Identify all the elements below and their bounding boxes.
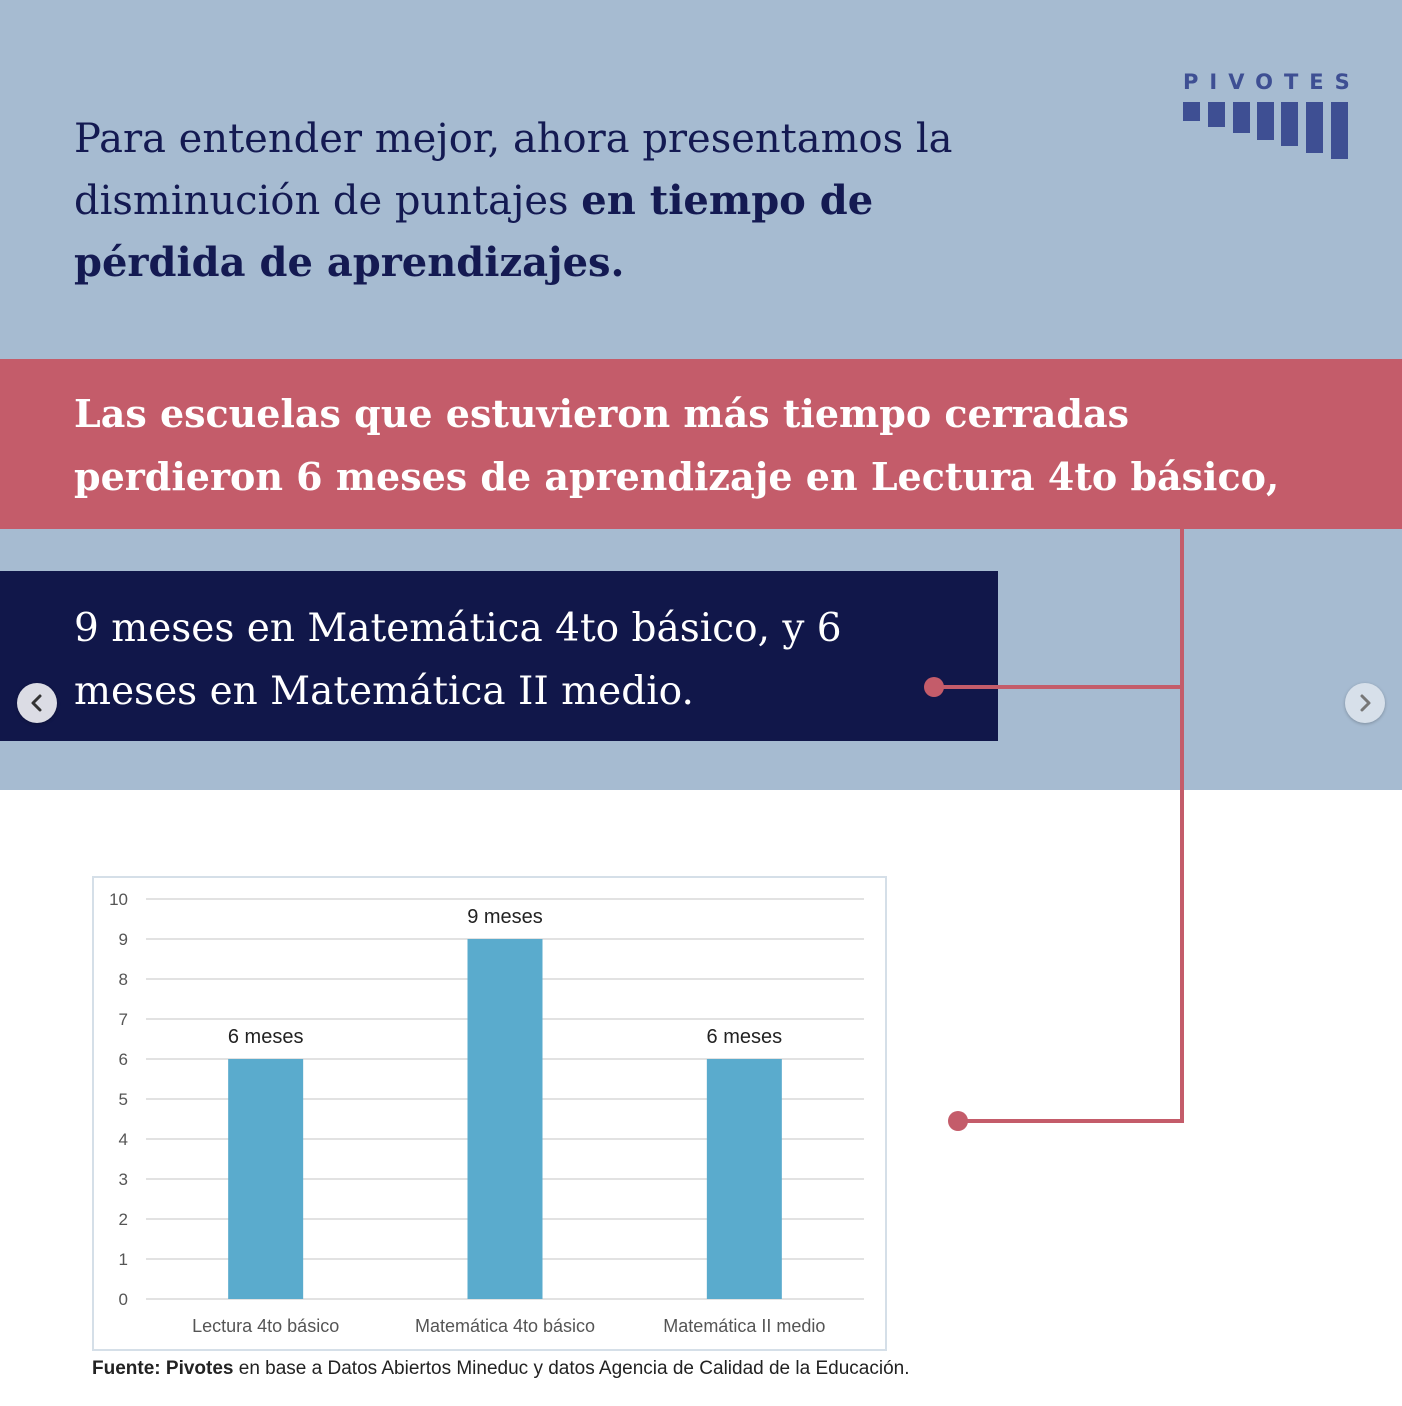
- figure-source: [92, 1358, 992, 1380]
- bar-1: [468, 939, 543, 1299]
- data-label-0: 6 meses: [227, 1026, 304, 1048]
- x-tick-label-2: Matemática II medio: [663, 1316, 826, 1336]
- y-tick-label-1: 1: [118, 1250, 128, 1269]
- bar-chart: [92, 876, 887, 1351]
- intro-text-bold: en tiempo de pérdida de aprendizajes.: [74, 177, 874, 286]
- y-tick-label-0: 0: [118, 1290, 128, 1309]
- y-tick-label-10: 10: [109, 890, 128, 909]
- source-label: Fuente:: [92, 1358, 161, 1379]
- y-tick-label-7: 7: [118, 1010, 128, 1029]
- y-tick-label-4: 4: [118, 1130, 128, 1149]
- bar-0: [228, 1059, 303, 1299]
- logo-bars-icon: [1183, 102, 1353, 162]
- intro-text-regular: Para entender mejor, ahora presentamos la disminución de puntajes: [74, 116, 953, 224]
- x-tick-label-1: Matemática 4to básico: [414, 1316, 596, 1336]
- x-tick-label-0: Lectura 4to básico: [192, 1316, 340, 1336]
- chevron-right-icon: [1345, 683, 1385, 723]
- bar-2: [707, 1059, 782, 1299]
- intro-text: [74, 108, 1034, 294]
- pivotes-logo: [1183, 70, 1361, 165]
- y-tick-label-5: 5: [118, 1090, 128, 1109]
- chevron-left-icon: [17, 683, 57, 723]
- source-org: Pivotes: [165, 1358, 234, 1379]
- connector-dot-bottom: [948, 1111, 968, 1131]
- data-label-1: 9 meses: [467, 906, 543, 928]
- y-tick-label-3: 3: [118, 1170, 128, 1189]
- carousel-prev-button[interactable]: [17, 683, 57, 723]
- bar-chart-svg: [94, 878, 885, 1349]
- y-tick-label-9: 9: [118, 930, 128, 949]
- carousel-next-button[interactable]: [1345, 683, 1385, 723]
- source-rest: en base a Datos Abiertos Mineduc y datos Agencia de Calidad de la Educación.: [233, 1358, 910, 1379]
- data-label-2: 6 meses: [706, 1026, 783, 1048]
- logo-wordmark: PIVOTES: [1183, 70, 1361, 94]
- y-tick-label-6: 6: [118, 1050, 128, 1069]
- y-tick-label-8: 8: [118, 970, 128, 989]
- secondary-text: 9 meses en Matemática 4to básico, y 6 meses en Matemática II medio.: [74, 606, 842, 714]
- highlight-text: Las escuelas que estuvieron más tiempo cerradas perdieron 6 meses de aprendizaje en Lectura 4to básico,: [74, 391, 1280, 499]
- y-tick-label-2: 2: [118, 1210, 128, 1229]
